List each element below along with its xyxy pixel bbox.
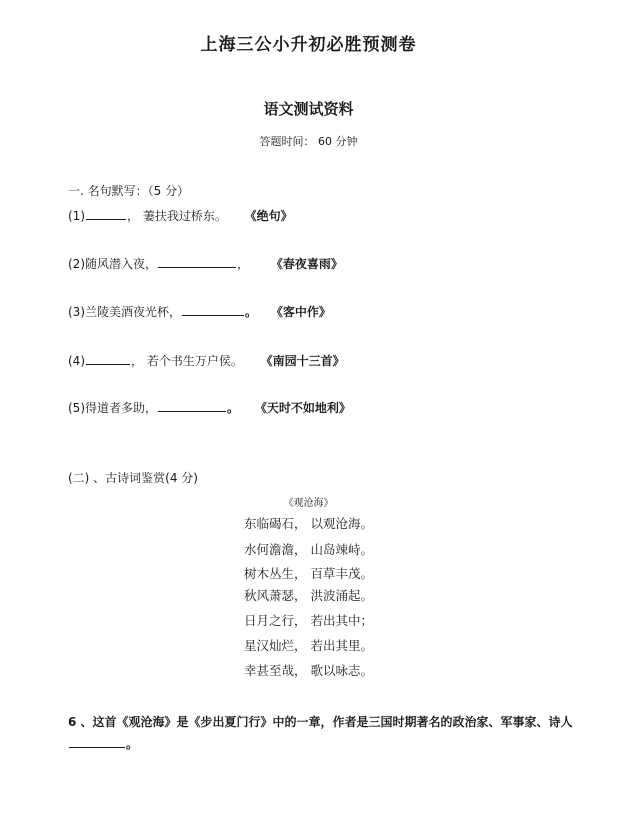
section2-heading: (二) 、古诗词鉴赏(4 分): [68, 471, 198, 485]
poem-title: 《观沧海》: [283, 498, 334, 509]
poem-source: 《客中作》: [270, 305, 331, 319]
question-text: 随风潜入夜，: [85, 257, 158, 271]
poem-line: 树木丛生， 百草丰茂。: [244, 566, 373, 581]
question-punct: 。: [245, 305, 258, 319]
section1-heading: 一. 名句默写：（5 分）: [68, 184, 190, 198]
question-3: [68, 303, 331, 320]
question-text: 兰陵美酒夜光杯，: [85, 305, 182, 319]
question-num: (3): [68, 305, 85, 319]
poem-source: 《南园十三首》: [260, 354, 345, 368]
question-6-text: 6 、这首《观沧海》是《步出夏门行》中的一章，作者是三国时期著名的政治家、军事家、诗人: [68, 715, 573, 729]
poem-source: 《绝句》: [244, 209, 293, 223]
question-text: ， 若个书生万户侯。: [131, 354, 243, 368]
question-num: (1): [68, 209, 85, 223]
answer-blank[interactable]: [86, 353, 130, 365]
question-text: ， 萋扶我过桥东。: [127, 209, 227, 223]
question-6-end: 。: [126, 737, 139, 751]
question-4: [68, 352, 345, 369]
question-1: [68, 207, 293, 224]
question-6: [68, 711, 588, 755]
answer-blank[interactable]: [182, 304, 244, 316]
poem-source: 《春夜喜雨》: [270, 257, 343, 271]
poem-line: 东临碣石， 以观沧海。: [244, 516, 373, 531]
page-title: 上海三公小升初必胜预测卷: [200, 35, 417, 55]
answer-time: 答题时间： 60 分钟: [259, 135, 358, 148]
question-num: (2): [68, 257, 85, 271]
question-num: (5): [68, 401, 85, 415]
poem-line: 秋风萧瑟， 洪波涌起。: [244, 588, 373, 603]
question-num: (4): [68, 354, 85, 368]
answer-blank[interactable]: [158, 256, 236, 268]
question-punct: ，: [237, 257, 250, 271]
question-2: [68, 255, 343, 272]
poem-source: 《天时不如地利》: [254, 401, 351, 415]
answer-blank[interactable]: [69, 736, 125, 748]
poem-line: 水何澹澹， 山岛竦峙。: [244, 542, 373, 557]
question-punct: 。: [227, 401, 240, 415]
poem-line: 幸甚至哉， 歌以咏志。: [244, 663, 373, 678]
page-subtitle: 语文测试资料: [263, 100, 354, 118]
question-5: [68, 399, 351, 416]
poem-line: 星汉灿烂， 若出其里。: [244, 638, 373, 653]
poem-line: 日月之行， 若出其中；: [244, 613, 373, 628]
question-text: 得道者多助，: [85, 401, 158, 415]
answer-blank[interactable]: [158, 400, 226, 412]
answer-blank[interactable]: [86, 208, 126, 220]
